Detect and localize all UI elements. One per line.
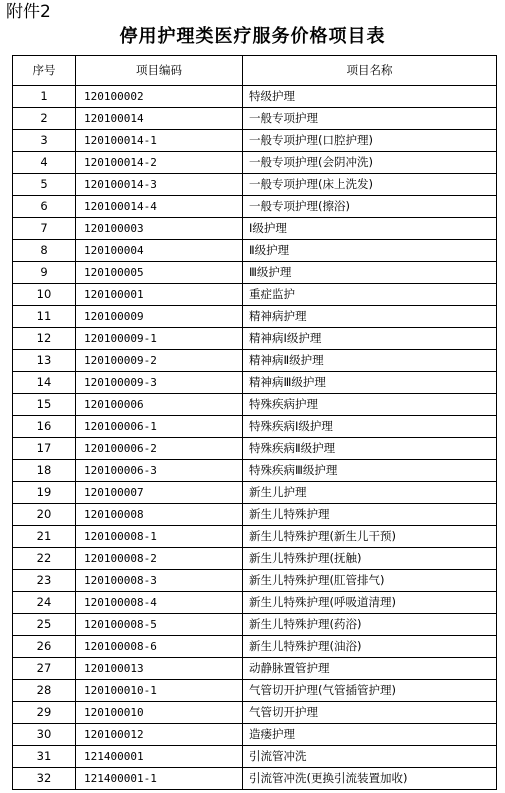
item-name-cell: 气管切开护理(气管插管护理): [243, 680, 497, 702]
table-row: [13, 658, 497, 680]
row-number-cell: 15: [13, 394, 76, 416]
row-number-cell: 25: [13, 614, 76, 636]
table-row: [13, 768, 497, 790]
item-code-cell: 120100007: [76, 482, 243, 504]
table-row: [13, 152, 497, 174]
item-code-cell: 120100009-1: [76, 328, 243, 350]
row-number-cell: 2: [13, 108, 76, 130]
item-code-cell: 120100006-1: [76, 416, 243, 438]
row-number-cell: 22: [13, 548, 76, 570]
item-code-cell: 120100009-3: [76, 372, 243, 394]
item-name-cell: 新生儿特殊护理(抚触): [243, 548, 497, 570]
table-row: [13, 240, 497, 262]
table-body: [13, 86, 497, 790]
item-code-cell: 120100012: [76, 724, 243, 746]
row-number-cell: 5: [13, 174, 76, 196]
row-number-cell: 21: [13, 526, 76, 548]
item-code-cell: 120100014-3: [76, 174, 243, 196]
row-number-cell: 1: [13, 86, 76, 108]
table-row: [13, 526, 497, 548]
item-name-cell: 精神病Ⅰ级护理: [243, 328, 497, 350]
item-name-cell: 气管切开护理: [243, 702, 497, 724]
item-code-cell: 120100008-3: [76, 570, 243, 592]
item-name-cell: 一般专项护理(会阴冲洗): [243, 152, 497, 174]
item-name-cell: 特级护理: [243, 86, 497, 108]
item-code-cell: 121400001: [76, 746, 243, 768]
item-name-cell: 新生儿特殊护理(新生儿干预): [243, 526, 497, 548]
item-name-cell: 一般专项护理: [243, 108, 497, 130]
column-header-no: 序号: [13, 56, 76, 86]
row-number-cell: 32: [13, 768, 76, 790]
table-row: [13, 416, 497, 438]
row-number-cell: 29: [13, 702, 76, 724]
table-row: [13, 570, 497, 592]
item-code-cell: 120100001: [76, 284, 243, 306]
table-row: [13, 460, 497, 482]
row-number-cell: 27: [13, 658, 76, 680]
item-name-cell: 精神病护理: [243, 306, 497, 328]
item-name-cell: 一般专项护理(擦浴): [243, 196, 497, 218]
price-items-table: [12, 55, 497, 790]
row-number-cell: 23: [13, 570, 76, 592]
table-row: [13, 284, 497, 306]
item-code-cell: 120100010: [76, 702, 243, 724]
row-number-cell: 6: [13, 196, 76, 218]
row-number-cell: 20: [13, 504, 76, 526]
row-number-cell: 11: [13, 306, 76, 328]
table-row: [13, 328, 497, 350]
item-name-cell: Ⅱ级护理: [243, 240, 497, 262]
item-code-cell: 120100002: [76, 86, 243, 108]
row-number-cell: 16: [13, 416, 76, 438]
table-row: [13, 394, 497, 416]
row-number-cell: 8: [13, 240, 76, 262]
item-code-cell: 120100004: [76, 240, 243, 262]
item-code-cell: 120100008: [76, 504, 243, 526]
item-name-cell: 一般专项护理(床上洗发): [243, 174, 497, 196]
table-row: [13, 636, 497, 658]
table-row: [13, 372, 497, 394]
item-code-cell: 120100014-2: [76, 152, 243, 174]
row-number-cell: 7: [13, 218, 76, 240]
item-code-cell: 120100006-3: [76, 460, 243, 482]
table-row: [13, 614, 497, 636]
item-name-cell: 新生儿特殊护理(油浴): [243, 636, 497, 658]
table-row: [13, 592, 497, 614]
item-code-cell: 120100008-2: [76, 548, 243, 570]
table-row: [13, 724, 497, 746]
item-name-cell: 引流管冲洗(更换引流装置加收): [243, 768, 497, 790]
row-number-cell: 17: [13, 438, 76, 460]
item-name-cell: 一般专项护理(口腔护理): [243, 130, 497, 152]
item-name-cell: 新生儿特殊护理: [243, 504, 497, 526]
row-number-cell: 30: [13, 724, 76, 746]
table-row: [13, 174, 497, 196]
row-number-cell: 13: [13, 350, 76, 372]
row-number-cell: 3: [13, 130, 76, 152]
table-row: [13, 482, 497, 504]
table-header-row: [13, 56, 497, 86]
item-name-cell: 特殊疾病Ⅲ级护理: [243, 460, 497, 482]
table-row: [13, 86, 497, 108]
table-row: [13, 262, 497, 284]
row-number-cell: 19: [13, 482, 76, 504]
table-row: [13, 108, 497, 130]
item-name-cell: 新生儿特殊护理(呼吸道清理): [243, 592, 497, 614]
item-name-cell: 新生儿特殊护理(肛管排气): [243, 570, 497, 592]
row-number-cell: 9: [13, 262, 76, 284]
item-code-cell: 120100009: [76, 306, 243, 328]
item-code-cell: 120100008-5: [76, 614, 243, 636]
item-code-cell: 120100003: [76, 218, 243, 240]
table-row: [13, 702, 497, 724]
page-title: 停用护理类医疗服务价格项目表: [119, 26, 386, 47]
table-row: [13, 218, 497, 240]
table-row: [13, 504, 497, 526]
item-name-cell: 造瘘护理: [243, 724, 497, 746]
item-name-cell: 特殊疾病Ⅰ级护理: [243, 416, 497, 438]
item-code-cell: 120100009-2: [76, 350, 243, 372]
item-name-cell: 动静脉置管护理: [243, 658, 497, 680]
column-header-name: 项目名称: [243, 56, 497, 86]
item-name-cell: 特殊疾病Ⅱ级护理: [243, 438, 497, 460]
column-header-code: 项目编码: [76, 56, 243, 86]
attachment-label: 附件2: [6, 2, 51, 22]
item-name-cell: 引流管冲洗: [243, 746, 497, 768]
table-row: [13, 350, 497, 372]
item-name-cell: 新生儿特殊护理(药浴): [243, 614, 497, 636]
item-code-cell: 120100008-6: [76, 636, 243, 658]
item-code-cell: 120100006: [76, 394, 243, 416]
table-row: [13, 438, 497, 460]
table-row: [13, 306, 497, 328]
row-number-cell: 4: [13, 152, 76, 174]
row-number-cell: 28: [13, 680, 76, 702]
row-number-cell: 26: [13, 636, 76, 658]
row-number-cell: 14: [13, 372, 76, 394]
row-number-cell: 10: [13, 284, 76, 306]
item-code-cell: 121400001-1: [76, 768, 243, 790]
row-number-cell: 12: [13, 328, 76, 350]
item-code-cell: 120100014-4: [76, 196, 243, 218]
item-code-cell: 120100014-1: [76, 130, 243, 152]
item-name-cell: 精神病Ⅲ级护理: [243, 372, 497, 394]
item-name-cell: 精神病Ⅱ级护理: [243, 350, 497, 372]
item-code-cell: 120100014: [76, 108, 243, 130]
item-name-cell: 重症监护: [243, 284, 497, 306]
item-name-cell: Ⅰ级护理: [243, 218, 497, 240]
table-row: [13, 548, 497, 570]
table-row: [13, 130, 497, 152]
item-code-cell: 120100006-2: [76, 438, 243, 460]
item-code-cell: 120100008-4: [76, 592, 243, 614]
item-code-cell: 120100005: [76, 262, 243, 284]
row-number-cell: 18: [13, 460, 76, 482]
item-name-cell: Ⅲ级护理: [243, 262, 497, 284]
item-name-cell: 新生儿护理: [243, 482, 497, 504]
row-number-cell: 24: [13, 592, 76, 614]
table-row: [13, 746, 497, 768]
table-row: [13, 680, 497, 702]
row-number-cell: 31: [13, 746, 76, 768]
item-code-cell: 120100010-1: [76, 680, 243, 702]
item-code-cell: 120100013: [76, 658, 243, 680]
item-code-cell: 120100008-1: [76, 526, 243, 548]
table-row: [13, 196, 497, 218]
item-name-cell: 特殊疾病护理: [243, 394, 497, 416]
